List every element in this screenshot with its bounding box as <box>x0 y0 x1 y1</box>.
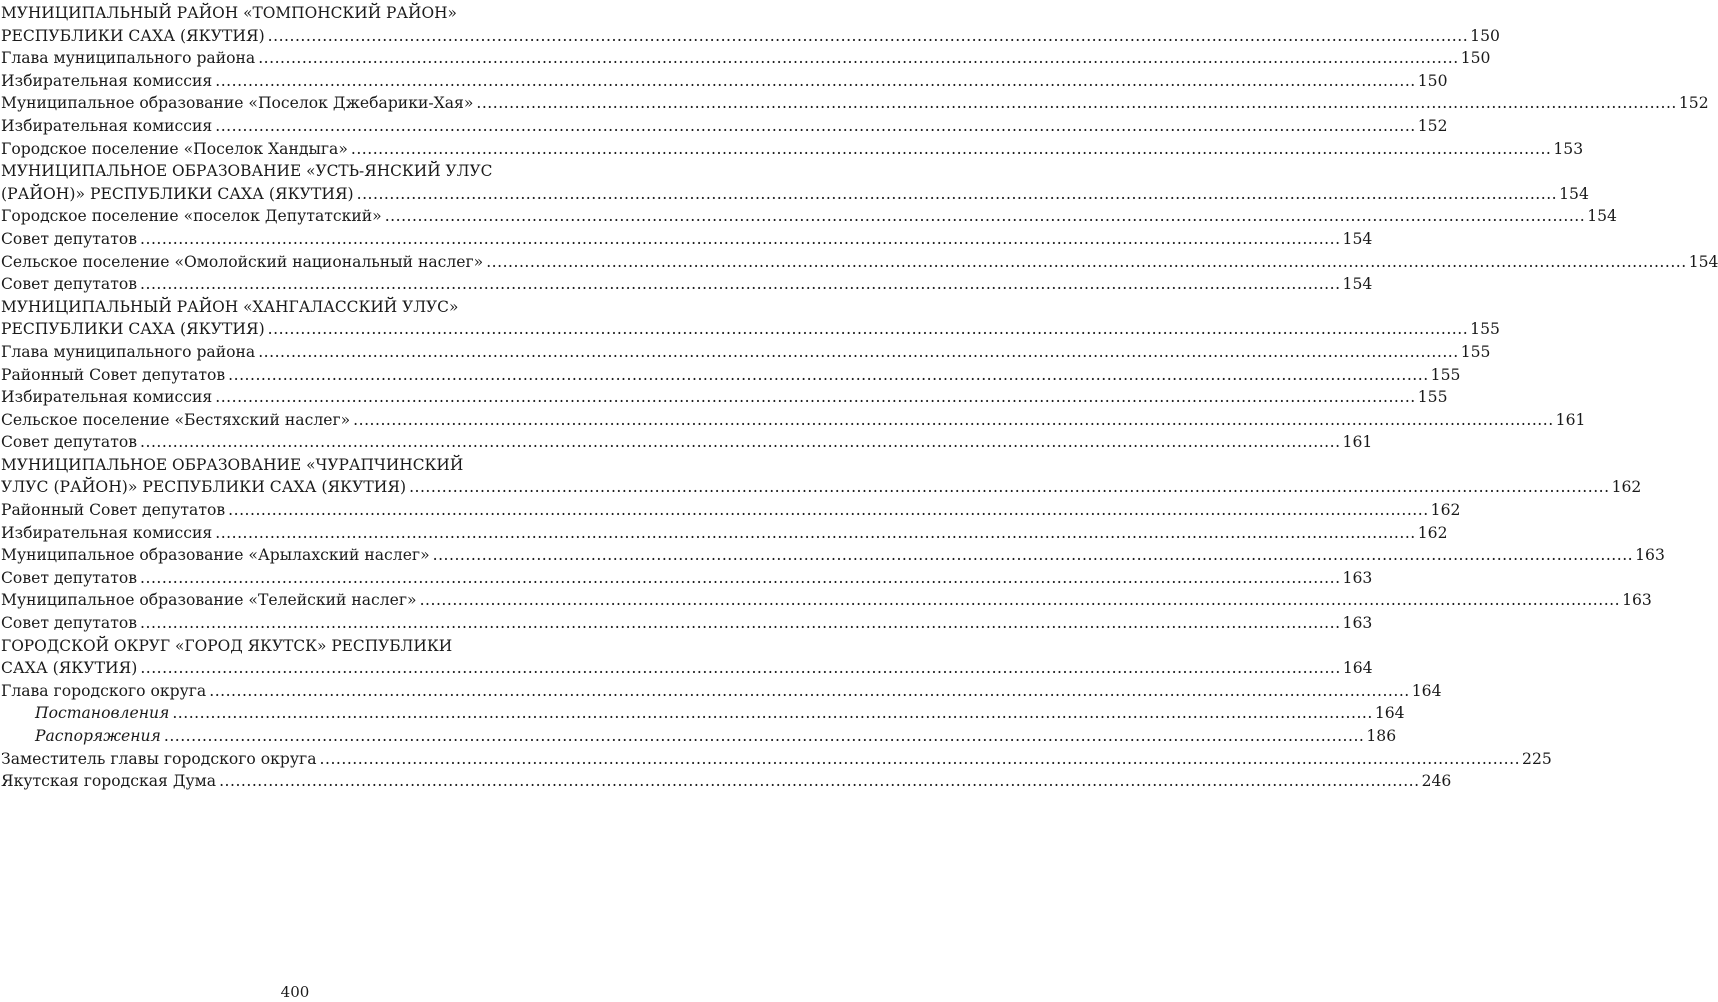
dot-leader: ............................................................................................................................................................................................................................ <box>228 501 1429 520</box>
dot-leader: ............................................................................................................................................................................................................................ <box>140 659 1341 678</box>
toc-page-number: 153 <box>1553 139 1584 158</box>
dot-leader: ............................................................................................................................................................................................................................ <box>409 478 1610 497</box>
dot-leader: ............................................................................................................................................................................................................................ <box>140 614 1341 633</box>
toc-entry-title: Якутская городская Дума <box>1 772 217 791</box>
dot-leader: ............................................................................................................................................................................................................................ <box>215 71 1416 90</box>
toc-entry-title: РЕСПУБЛИКИ САХА (ЯКУТИЯ) <box>1 26 265 45</box>
toc-entry[interactable] <box>1 544 1665 567</box>
toc-page-number: 163 <box>1342 568 1373 587</box>
toc-entry-title: Сельское поселение «Бестяхский наслег» <box>1 410 351 429</box>
toc-entry[interactable] <box>1 318 1500 341</box>
toc-entry-title: Городское поселение «поселок Депутатский» <box>1 207 382 226</box>
dot-leader: ............................................................................................................................................................................................................................ <box>476 94 1677 113</box>
dot-leader: ............................................................................................................................................................................................................................ <box>258 49 1459 68</box>
toc-entry-title: Распоряжения <box>35 727 161 745</box>
toc-entry-title: Глава муниципального района <box>1 342 256 361</box>
toc-entry-title: РЕСПУБЛИКИ САХА (ЯКУТИЯ) <box>1 320 265 339</box>
toc-entry-title: Совет депутатов <box>1 568 138 587</box>
dot-leader: ............................................................................................................................................................................................................................ <box>228 365 1429 384</box>
toc-page-number: 163 <box>1342 614 1373 633</box>
toc-entry[interactable] <box>1 522 1448 545</box>
dot-leader: ............................................................................................................................................................................................................................ <box>140 229 1341 248</box>
toc-entry[interactable] <box>1 589 1652 612</box>
dot-leader: ............................................................................................................................................................................................................................ <box>432 546 1634 565</box>
toc-entry-title: Постановления <box>35 704 170 723</box>
toc-entry[interactable] <box>1 567 1373 590</box>
toc-page-number: 150 <box>1470 26 1500 45</box>
toc-page-number: 154 <box>1587 207 1617 226</box>
toc-page-number: 164 <box>1411 681 1442 700</box>
toc-section-heading: МУНИЦИПАЛЬНОЕ ОБРАЗОВАНИЕ «УСТЬ-ЯНСКИЙ УЛУС <box>1 162 493 181</box>
toc-entry[interactable] <box>1 364 1461 387</box>
dot-leader: ............................................................................................................................................................................................................................ <box>267 26 1469 45</box>
toc-entry-title: Глава муниципального района <box>1 49 256 68</box>
dot-leader: ............................................................................................................................................................................................................................ <box>486 252 1687 271</box>
toc-entry[interactable] <box>1 431 1373 454</box>
toc-page-number: 164 <box>1342 659 1373 678</box>
dot-leader: ............................................................................................................................................................................................................................ <box>215 388 1416 407</box>
toc-page-number: 186 <box>1366 727 1397 745</box>
toc-entry[interactable] <box>1 115 1448 138</box>
toc-entry-title: Избирательная комиссия <box>1 116 213 135</box>
dot-leader: ............................................................................................................................................................................................................................ <box>140 568 1341 587</box>
toc-section-heading: МУНИЦИПАЛЬНОЕ ОБРАЗОВАНИЕ «ЧУРАПЧИНСКИЙ <box>1 455 464 474</box>
toc-entry-title: (РАЙОН)» РЕСПУБЛИКИ САХА (ЯКУТИЯ) <box>1 184 354 203</box>
dot-leader: ............................................................................................................................................................................................................................ <box>215 116 1416 135</box>
toc-entry-title: Муниципальное образование «Поселок Джебарики-Хая» <box>1 94 474 113</box>
toc-entry-title: Городское поселение «Поселок Хандыга» <box>1 139 348 158</box>
toc-entry-title: Совет депутатов <box>1 614 138 633</box>
dot-leader: ............................................................................................................................................................................................................................ <box>353 410 1554 429</box>
toc-entry-title: Муниципальное образование «Телейский наслег» <box>1 591 417 610</box>
toc-entry-title: Избирательная комиссия <box>1 523 213 542</box>
toc-entry[interactable] <box>1 770 1452 793</box>
dot-leader: ............................................................................................................................................................................................................................ <box>140 275 1341 294</box>
toc-entry[interactable] <box>1 228 1373 251</box>
toc-entry[interactable] <box>1 499 1461 522</box>
toc-section-heading: МУНИЦИПАЛЬНЫЙ РАЙОН «ТОМПОНСКИЙ РАЙОН» <box>1 4 457 22</box>
toc-entry[interactable] <box>1 92 1709 115</box>
dot-leader: ............................................................................................................................................................................................................................ <box>267 320 1469 339</box>
toc-page-number: 155 <box>1470 320 1500 339</box>
toc-entry[interactable] <box>1 70 1448 93</box>
toc-entry-title: Совет депутатов <box>1 275 138 294</box>
dot-leader: ............................................................................................................................................................................................................................ <box>350 139 1552 158</box>
toc-page-number: 154 <box>1342 275 1373 294</box>
toc-entry-title: Избирательная комиссия <box>1 71 213 90</box>
dot-leader: ............................................................................................................................................................................................................................ <box>384 207 1586 226</box>
dot-leader: ............................................................................................................................................................................................................................ <box>215 523 1416 542</box>
toc-page-number: 150 <box>1460 49 1491 68</box>
toc-entry[interactable] <box>1 409 1586 432</box>
toc-entry-title: Избирательная комиссия <box>1 388 213 407</box>
toc-page-number: 152 <box>1417 116 1448 135</box>
toc-entry-title: САХА (ЯКУТИЯ) <box>1 659 138 678</box>
dot-leader: ............................................................................................................................................................................................................................ <box>140 433 1341 452</box>
toc-entry[interactable] <box>1 680 1442 703</box>
toc-entry-title: Глава городского округа <box>1 681 207 700</box>
table-of-contents <box>1 2 1718 793</box>
toc-entry-title: Муниципальное образование «Арылахский наслег» <box>1 546 430 565</box>
toc-page-number: 163 <box>1622 591 1652 610</box>
toc-entry-title: УЛУС (РАЙОН)» РЕСПУБЛИКИ САХА (ЯКУТИЯ) <box>1 478 407 497</box>
toc-page-number: 154 <box>1688 252 1718 271</box>
toc-page-number: 162 <box>1611 478 1642 497</box>
toc-entry[interactable] <box>1 386 1448 409</box>
dot-leader: ............................................................................................................................................................................................................................ <box>172 704 1373 723</box>
toc-entry[interactable] <box>1 251 1718 274</box>
toc-entry[interactable] <box>1 47 1491 70</box>
page-number: 400 <box>280 983 310 1001</box>
dot-leader: ............................................................................................................................................................................................................................ <box>219 772 1420 791</box>
toc-entry[interactable] <box>1 748 1552 771</box>
toc-subentry[interactable] <box>1 702 1405 725</box>
toc-entry[interactable] <box>1 183 1589 206</box>
toc-entry[interactable] <box>1 341 1491 364</box>
toc-page-number: 161 <box>1555 410 1586 429</box>
toc-page-number: 162 <box>1417 523 1448 542</box>
toc-entry-title: Районный Совет депутатов <box>1 365 226 384</box>
toc-entry[interactable] <box>1 612 1373 635</box>
toc-page-number: 155 <box>1460 342 1491 361</box>
toc-page-number: 154 <box>1559 184 1589 203</box>
toc-page-number: 163 <box>1635 546 1665 565</box>
dot-leader: ............................................................................................................................................................................................................................ <box>258 342 1459 361</box>
toc-entry[interactable] <box>1 476 1642 499</box>
toc-entry-title: Районный Совет депутатов <box>1 501 226 520</box>
toc-page-number: 155 <box>1417 388 1448 407</box>
dot-leader: ............................................................................................................................................................................................................................ <box>209 681 1410 700</box>
toc-page-number: 155 <box>1430 365 1461 384</box>
toc-entry[interactable] <box>1 25 1500 48</box>
toc-subentry[interactable] <box>1 725 1397 748</box>
toc-page-number: 225 <box>1522 749 1552 768</box>
toc-page-number: 152 <box>1678 94 1709 113</box>
toc-page-number: 246 <box>1421 772 1452 791</box>
toc-entry-title: Совет депутатов <box>1 433 138 452</box>
dot-leader: ............................................................................................................................................................................................................................ <box>319 749 1521 768</box>
toc-page-number: 161 <box>1342 433 1373 452</box>
toc-entry-title: Совет депутатов <box>1 229 138 248</box>
toc-page-number: 154 <box>1342 229 1373 248</box>
toc-section-heading: МУНИЦИПАЛЬНЫЙ РАЙОН «ХАНГАЛАССКИЙ УЛУС» <box>1 297 459 316</box>
toc-page-number: 150 <box>1417 71 1448 90</box>
toc-section-heading: ГОРОДСКОЙ ОКРУГ «ГОРОД ЯКУТСК» РЕСПУБЛИКИ <box>1 636 453 655</box>
toc-entry[interactable] <box>1 273 1373 296</box>
toc-page-number: 164 <box>1374 704 1405 723</box>
toc-entry[interactable] <box>1 138 1584 161</box>
toc-page-number: 162 <box>1430 501 1461 520</box>
dot-leader: ............................................................................................................................................................................................................................ <box>356 184 1558 203</box>
toc-entry-title: Заместитель главы городского округа <box>1 749 317 768</box>
toc-entry[interactable] <box>1 205 1617 228</box>
toc-entry[interactable] <box>1 657 1373 680</box>
dot-leader: ............................................................................................................................................................................................................................ <box>419 591 1621 610</box>
dot-leader: ............................................................................................................................................................................................................................ <box>163 727 1365 745</box>
toc-entry-title: Сельское поселение «Омолойский национальный наслег» <box>1 252 484 271</box>
